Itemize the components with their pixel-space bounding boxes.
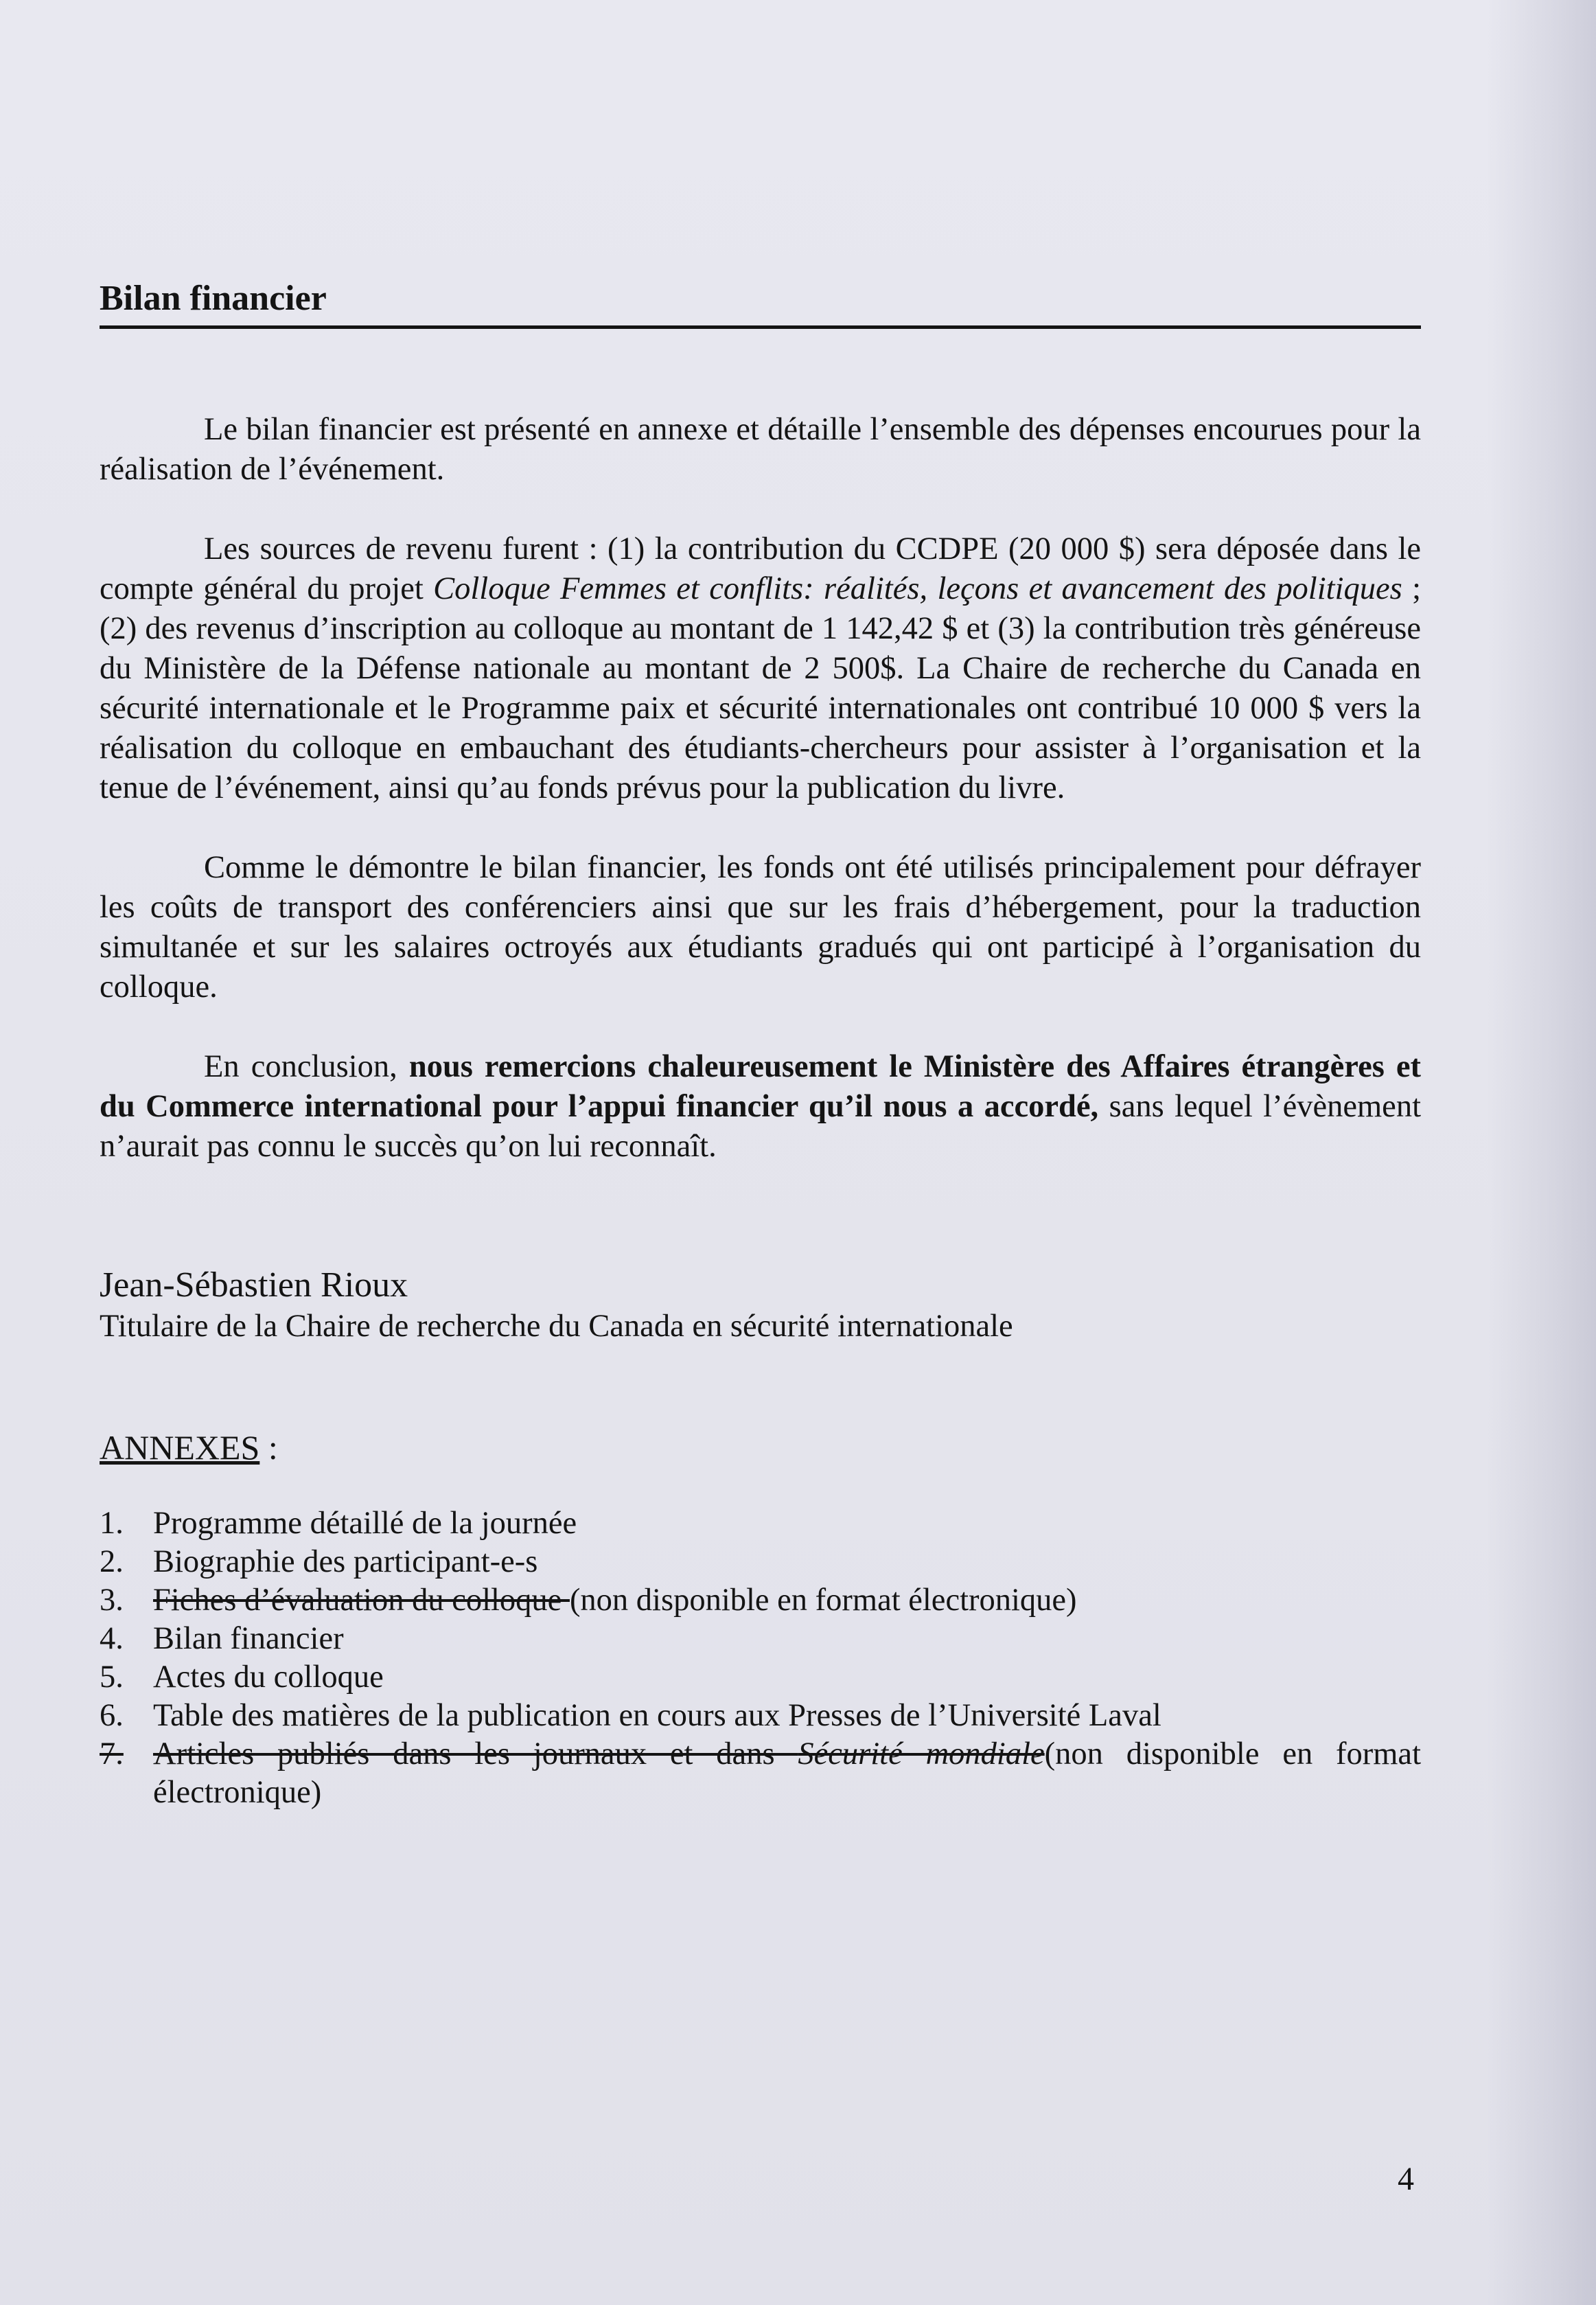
paragraph-revenue-sources-text-a: Les sources de revenu furent : (1) la contribution du CCDPE (20 000 $) sera déposée dans le compte général du projet [100, 531, 1421, 606]
list-item-text: Table des matières de la publication en cours aux Presses de l’Université Laval [153, 1698, 1161, 1733]
list-item [100, 1620, 1421, 1658]
list-item-text: Actes du colloque [153, 1660, 384, 1695]
signature-title: Titulaire de la Chaire de recherche du Canada en sécurité internationale [100, 1309, 1013, 1344]
document-body [100, 275, 1421, 1812]
list-item-number: 2. [100, 1544, 124, 1579]
list-item [100, 1581, 1421, 1620]
list-item-number: 1. [100, 1506, 124, 1541]
paragraph-fund-usage: Comme le démontre le bilan financier, les fonds ont été utilisés principalement pour défrayer les coûts de transport des conférenciers ainsi que sur les frais d’hébergement, pour la traduction simultanée et sur les salaires octroyés aux étudiants gradués qui ont participé à l’organisation du colloque. [100, 850, 1421, 1005]
list-item-text: (non disponible en format électronique) [569, 1583, 1077, 1618]
paragraph-conclusion [100, 1047, 1421, 1167]
list-item-struck-italic: Sécurité mondiale [798, 1736, 1045, 1771]
list-item-struck-text: Articles publiés dans les journaux et dans [153, 1736, 798, 1771]
paragraph-conclusion-text-b: sans lequel l’évènement n’aurait pas connu le succès qu’on lui reconnaît. [100, 1089, 1421, 1164]
paragraph-conclusion-text-a: En conclusion, [204, 1049, 409, 1084]
paragraph-revenue-sources [100, 529, 1421, 808]
project-title-italic: Colloque Femmes et conflits: réalités, leçons et avancement des politiques [433, 571, 1402, 606]
list-item-text: Bilan financier [153, 1621, 344, 1656]
page-number: 4 [1398, 2161, 1414, 2197]
heading-rule [100, 325, 1421, 329]
paragraph-intro: Le bilan financier est présenté en annexe et détaille l’ensemble des dépenses encourues pour la réalisation de l’événement. [100, 412, 1421, 487]
list-item-struck-text: Fiches d’évaluation du colloque [153, 1583, 570, 1618]
list-item [100, 1735, 1421, 1812]
list-item-number: 4. [100, 1621, 124, 1656]
list-item-number: 6. [100, 1698, 124, 1733]
annexes-heading-label: ANNEXES [100, 1428, 260, 1467]
list-item [100, 1658, 1421, 1697]
list-item [100, 1504, 1421, 1543]
list-item [100, 1543, 1421, 1581]
list-item-text: Biographie des participant-e-s [153, 1544, 538, 1579]
annexes-heading-colon: : [259, 1428, 278, 1467]
section-heading: Bilan financier [100, 279, 327, 318]
list-item-text: (non disponible en format électronique) [153, 1736, 1421, 1810]
annexes-heading [100, 1426, 1421, 1469]
paragraph-revenue-sources-text-b: ; (2) des revenus d’inscription au colloque au montant de 1 142,42 $ et (3) la contribution très généreuse du Ministère de la Défense nationale au montant de 2 500$. La Chaire de recherche du Canada en sécurité internationale et le Programme paix et sécurité internationales ont contribué 10 000 $ vers la réalisation du colloque en embauchant des étudiants-chercheurs pour assister à l’organisation et la tenue de l’événement, ainsi qu’au fonds prévus pour la publication du livre. [100, 571, 1422, 805]
list-item-number: 7. [100, 1736, 124, 1771]
conclusion-thanks-bold: nous remercions chaleureusement le Ministère des Affaires étrangères et du Commerce international pour l’appui financier qu’il nous a accordé, [100, 1049, 1422, 1124]
scan-edge-shadow [1486, 0, 1596, 2305]
signature-name: Jean-Sébastien Rioux [100, 1265, 408, 1305]
list-item [100, 1697, 1421, 1735]
signature-block [100, 1264, 1421, 1346]
list-item-text: Programme détaillé de la journée [153, 1506, 577, 1541]
list-item-number: 5. [100, 1660, 124, 1695]
list-item-number: 3. [100, 1583, 124, 1618]
annexes-list [100, 1504, 1421, 1812]
